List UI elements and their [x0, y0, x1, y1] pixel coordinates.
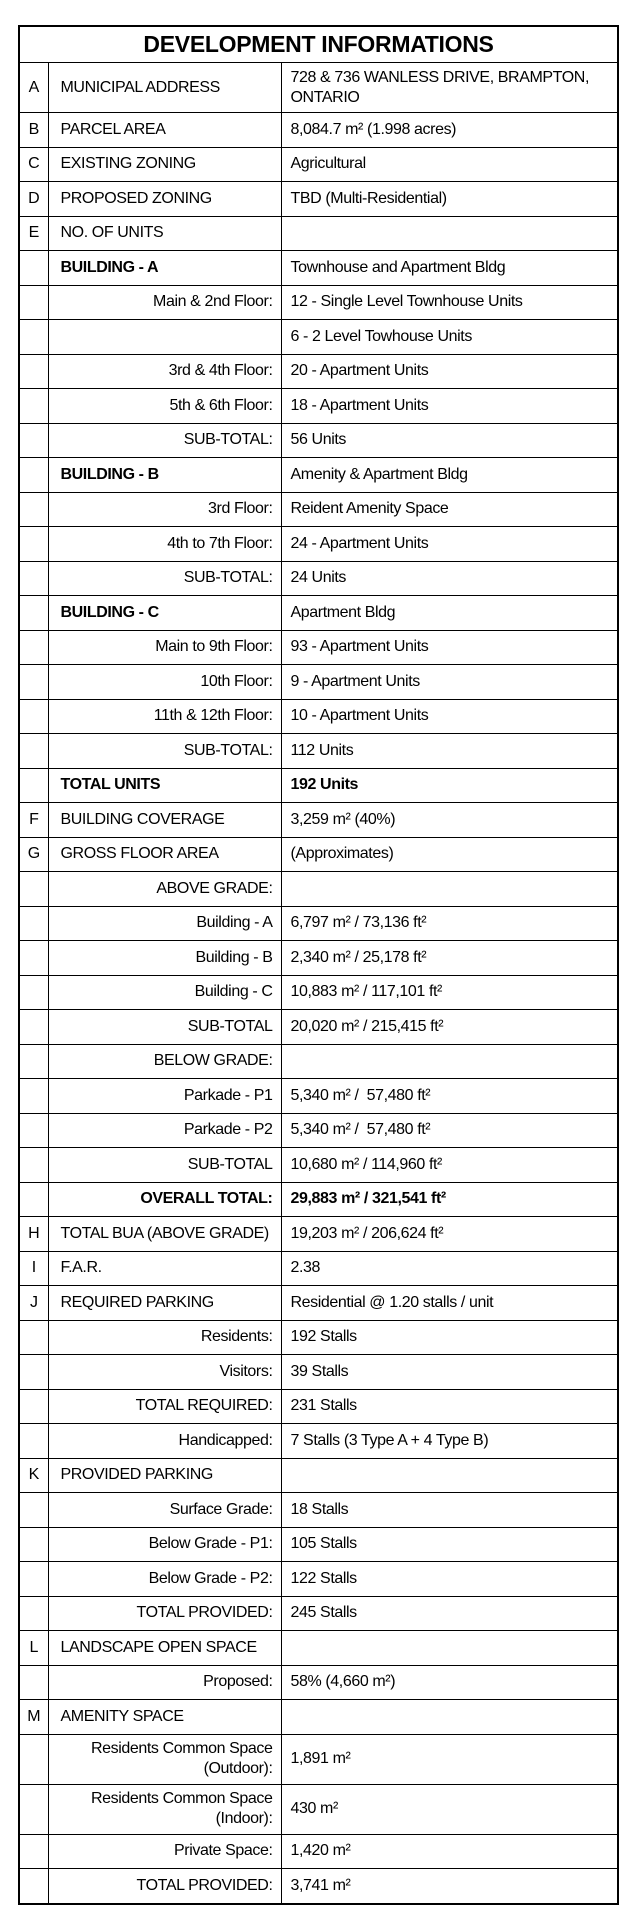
development-table-body	[19, 26, 618, 1904]
row-label-cell: Private Space:	[48, 1834, 281, 1869]
row-value-cell: 122 Stalls	[281, 1562, 618, 1597]
row-value-cell: 430 m²	[281, 1784, 618, 1834]
row-value-cell: 192 Units	[281, 768, 618, 803]
row-letter-cell	[19, 630, 48, 665]
row-label-cell: Main & 2nd Floor:	[48, 285, 281, 320]
row-label-cell: Residents:	[48, 1320, 281, 1355]
row-value-cell: 93 - Apartment Units	[281, 630, 618, 665]
row-label-cell: TOTAL UNITS	[48, 768, 281, 803]
row-label-cell: BUILDING - B	[48, 458, 281, 493]
title-row	[19, 26, 618, 63]
row-value-cell: 5,340 m² / 57,480 ft²	[281, 1079, 618, 1114]
table-row	[19, 1493, 618, 1528]
row-value-cell: (Approximates)	[281, 837, 618, 872]
row-value-cell: 9 - Apartment Units	[281, 665, 618, 700]
row-value-cell: Residential @ 1.20 stalls / unit	[281, 1286, 618, 1321]
row-label-cell	[48, 320, 281, 355]
row-letter-cell	[19, 561, 48, 596]
table-row	[19, 354, 618, 389]
row-value-cell: 7 Stalls (3 Type A + 4 Type B)	[281, 1424, 618, 1459]
row-letter-cell: H	[19, 1217, 48, 1252]
row-value-cell: 24 Units	[281, 561, 618, 596]
table-row	[19, 285, 618, 320]
row-letter-cell	[19, 1869, 48, 1904]
row-label-cell: TOTAL PROVIDED:	[48, 1869, 281, 1904]
row-letter-cell	[19, 1010, 48, 1045]
row-value-cell: 10,883 m² / 117,101 ft²	[281, 975, 618, 1010]
row-letter-cell	[19, 1044, 48, 1079]
table-row	[19, 596, 618, 631]
row-letter-cell	[19, 975, 48, 1010]
row-letter-cell	[19, 1562, 48, 1597]
row-letter-cell	[19, 354, 48, 389]
row-value-cell: Apartment Bldg	[281, 596, 618, 631]
development-informations-table	[18, 25, 619, 1905]
table-row	[19, 1734, 618, 1784]
table-row	[19, 1251, 618, 1286]
row-label-cell: SUB-TOTAL:	[48, 423, 281, 458]
row-label-cell: SUB-TOTAL	[48, 1148, 281, 1183]
table-row	[19, 1700, 618, 1735]
row-value-cell: 3,741 m²	[281, 1869, 618, 1904]
row-label-cell: Below Grade - P1:	[48, 1527, 281, 1562]
row-label-cell: Building - C	[48, 975, 281, 1010]
row-letter-cell: D	[19, 182, 48, 217]
row-label-cell: PROVIDED PARKING	[48, 1458, 281, 1493]
row-letter-cell	[19, 596, 48, 631]
row-value-cell: 58% (4,660 m²)	[281, 1665, 618, 1700]
row-label-cell: TOTAL BUA (ABOVE GRADE)	[48, 1217, 281, 1252]
row-label-cell: 10th Floor:	[48, 665, 281, 700]
table-row	[19, 1217, 618, 1252]
table-row	[19, 1286, 618, 1321]
row-label-cell: Visitors:	[48, 1355, 281, 1390]
table-row	[19, 1527, 618, 1562]
table-row	[19, 492, 618, 527]
row-label-cell: BUILDING - C	[48, 596, 281, 631]
row-label-cell: Below Grade - P2:	[48, 1562, 281, 1597]
row-letter-cell	[19, 251, 48, 286]
row-letter-cell	[19, 1355, 48, 1390]
table-row	[19, 872, 618, 907]
table-row	[19, 561, 618, 596]
row-value-cell: 6,797 m² / 73,136 ft²	[281, 906, 618, 941]
row-label-cell: OVERALL TOTAL:	[48, 1182, 281, 1217]
table-row	[19, 1458, 618, 1493]
row-label-cell: MUNICIPAL ADDRESS	[48, 63, 281, 113]
row-value-cell: 3,259 m² (40%)	[281, 803, 618, 838]
row-label-cell: Parkade - P1	[48, 1079, 281, 1114]
row-letter-cell: E	[19, 216, 48, 251]
table-row	[19, 389, 618, 424]
row-letter-cell	[19, 1182, 48, 1217]
table-title: DEVELOPMENT INFORMATIONS	[19, 26, 618, 63]
row-letter-cell: L	[19, 1631, 48, 1666]
table-row	[19, 1665, 618, 1700]
table-row	[19, 1784, 618, 1834]
row-label-cell: F.A.R.	[48, 1251, 281, 1286]
row-label-cell: PARCEL AREA	[48, 113, 281, 148]
table-row	[19, 458, 618, 493]
table-row	[19, 768, 618, 803]
table-row	[19, 837, 618, 872]
row-letter-cell	[19, 1389, 48, 1424]
row-value-cell: 231 Stalls	[281, 1389, 618, 1424]
row-letter-cell	[19, 768, 48, 803]
row-value-cell: 19,203 m² / 206,624 ft²	[281, 1217, 618, 1252]
row-label-cell: SUB-TOTAL:	[48, 734, 281, 769]
row-value-cell: 1,420 m²	[281, 1834, 618, 1869]
row-letter-cell	[19, 1424, 48, 1459]
table-row	[19, 423, 618, 458]
row-value-cell	[281, 872, 618, 907]
table-row	[19, 216, 618, 251]
table-row	[19, 941, 618, 976]
row-letter-cell	[19, 1079, 48, 1114]
row-letter-cell: G	[19, 837, 48, 872]
row-letter-cell: J	[19, 1286, 48, 1321]
row-value-cell: 105 Stalls	[281, 1527, 618, 1562]
row-label-cell: LANDSCAPE OPEN SPACE	[48, 1631, 281, 1666]
row-letter-cell	[19, 527, 48, 562]
row-value-cell	[281, 216, 618, 251]
row-label-cell: 3rd Floor:	[48, 492, 281, 527]
row-label-cell: 4th to 7th Floor:	[48, 527, 281, 562]
row-value-cell: 6 - 2 Level Towhouse Units	[281, 320, 618, 355]
row-letter-cell	[19, 941, 48, 976]
table-row	[19, 1044, 618, 1079]
row-letter-cell	[19, 492, 48, 527]
row-value-cell: 728 & 736 WANLESS DRIVE, BRAMPTON, ONTARIO	[281, 63, 618, 113]
row-value-cell: 245 Stalls	[281, 1596, 618, 1631]
row-letter-cell: A	[19, 63, 48, 113]
row-letter-cell: F	[19, 803, 48, 838]
table-row	[19, 665, 618, 700]
row-label-cell: SUB-TOTAL:	[48, 561, 281, 596]
row-label-cell: AMENITY SPACE	[48, 1700, 281, 1735]
table-row	[19, 1834, 618, 1869]
row-letter-cell	[19, 320, 48, 355]
table-row	[19, 1389, 618, 1424]
row-letter-cell	[19, 1527, 48, 1562]
table-row	[19, 182, 618, 217]
row-value-cell: 18 - Apartment Units	[281, 389, 618, 424]
row-label-cell: Proposed:	[48, 1665, 281, 1700]
row-value-cell: TBD (Multi-Residential)	[281, 182, 618, 217]
row-value-cell	[281, 1458, 618, 1493]
row-value-cell: Townhouse and Apartment Bldg	[281, 251, 618, 286]
row-label-cell: BELOW GRADE:	[48, 1044, 281, 1079]
table-row	[19, 1010, 618, 1045]
row-letter-cell	[19, 458, 48, 493]
row-label-cell: 11th & 12th Floor:	[48, 699, 281, 734]
row-letter-cell	[19, 1734, 48, 1784]
row-value-cell: 10 - Apartment Units	[281, 699, 618, 734]
row-value-cell: 10,680 m² / 114,960 ft²	[281, 1148, 618, 1183]
row-label-cell: PROPOSED ZONING	[48, 182, 281, 217]
row-value-cell: 56 Units	[281, 423, 618, 458]
table-row	[19, 147, 618, 182]
row-letter-cell	[19, 1113, 48, 1148]
row-label-cell: EXISTING ZONING	[48, 147, 281, 182]
row-value-cell: 112 Units	[281, 734, 618, 769]
row-value-cell: 18 Stalls	[281, 1493, 618, 1528]
table-row	[19, 803, 618, 838]
row-label-cell: Residents Common Space (Outdoor):	[48, 1734, 281, 1784]
row-value-cell: 29,883 m² / 321,541 ft²	[281, 1182, 618, 1217]
row-value-cell: 20 - Apartment Units	[281, 354, 618, 389]
table-row	[19, 1869, 618, 1904]
row-letter-cell	[19, 285, 48, 320]
row-letter-cell	[19, 1320, 48, 1355]
row-value-cell: 8,084.7 m² (1.998 acres)	[281, 113, 618, 148]
table-row	[19, 975, 618, 1010]
table-row	[19, 320, 618, 355]
row-letter-cell	[19, 734, 48, 769]
row-value-cell: 39 Stalls	[281, 1355, 618, 1390]
table-row	[19, 1631, 618, 1666]
row-letter-cell	[19, 665, 48, 700]
row-letter-cell: M	[19, 1700, 48, 1735]
row-value-cell: 192 Stalls	[281, 1320, 618, 1355]
row-letter-cell	[19, 423, 48, 458]
row-letter-cell	[19, 872, 48, 907]
row-label-cell: ABOVE GRADE:	[48, 872, 281, 907]
row-value-cell: Amenity & Apartment Bldg	[281, 458, 618, 493]
table-row	[19, 1182, 618, 1217]
table-row	[19, 527, 618, 562]
row-letter-cell: K	[19, 1458, 48, 1493]
row-letter-cell: C	[19, 147, 48, 182]
row-value-cell: 12 - Single Level Townhouse Units	[281, 285, 618, 320]
table-row	[19, 1596, 618, 1631]
row-label-cell: GROSS FLOOR AREA	[48, 837, 281, 872]
row-label-cell: SUB-TOTAL	[48, 1010, 281, 1045]
row-label-cell: Building - A	[48, 906, 281, 941]
row-label-cell: Surface Grade:	[48, 1493, 281, 1528]
row-value-cell: 2.38	[281, 1251, 618, 1286]
row-label-cell: TOTAL PROVIDED:	[48, 1596, 281, 1631]
table-row	[19, 1079, 618, 1114]
row-label-cell: BUILDING COVERAGE	[48, 803, 281, 838]
row-label-cell: NO. OF UNITS	[48, 216, 281, 251]
row-value-cell: 20,020 m² / 215,415 ft²	[281, 1010, 618, 1045]
row-label-cell: 5th & 6th Floor:	[48, 389, 281, 424]
row-letter-cell	[19, 1665, 48, 1700]
row-value-cell: Agricultural	[281, 147, 618, 182]
row-label-cell: Building - B	[48, 941, 281, 976]
row-letter-cell: I	[19, 1251, 48, 1286]
row-value-cell	[281, 1700, 618, 1735]
row-label-cell: TOTAL REQUIRED:	[48, 1389, 281, 1424]
table-row	[19, 63, 618, 113]
row-letter-cell	[19, 1596, 48, 1631]
table-row	[19, 1424, 618, 1459]
row-value-cell: 5,340 m² / 57,480 ft²	[281, 1113, 618, 1148]
row-value-cell	[281, 1044, 618, 1079]
table-row	[19, 699, 618, 734]
table-row	[19, 251, 618, 286]
table-row	[19, 1562, 618, 1597]
row-letter-cell	[19, 699, 48, 734]
row-label-cell: BUILDING - A	[48, 251, 281, 286]
row-label-cell: REQUIRED PARKING	[48, 1286, 281, 1321]
table-row	[19, 113, 618, 148]
table-row	[19, 1113, 618, 1148]
table-row	[19, 630, 618, 665]
row-value-cell: 24 - Apartment Units	[281, 527, 618, 562]
row-label-cell: Residents Common Space (Indoor):	[48, 1784, 281, 1834]
row-label-cell: 3rd & 4th Floor:	[48, 354, 281, 389]
row-value-cell	[281, 1631, 618, 1666]
table-row	[19, 1148, 618, 1183]
table-row	[19, 734, 618, 769]
row-letter-cell	[19, 1784, 48, 1834]
row-letter-cell	[19, 906, 48, 941]
row-value-cell: 1,891 m²	[281, 1734, 618, 1784]
table-row	[19, 1320, 618, 1355]
row-label-cell: Handicapped:	[48, 1424, 281, 1459]
row-value-cell: Reident Amenity Space	[281, 492, 618, 527]
row-value-cell: 2,340 m² / 25,178 ft²	[281, 941, 618, 976]
row-letter-cell	[19, 1834, 48, 1869]
table-row	[19, 906, 618, 941]
row-letter-cell: B	[19, 113, 48, 148]
row-label-cell: Parkade - P2	[48, 1113, 281, 1148]
table-row	[19, 1355, 618, 1390]
row-letter-cell	[19, 1493, 48, 1528]
row-letter-cell	[19, 389, 48, 424]
row-label-cell: Main to 9th Floor:	[48, 630, 281, 665]
row-letter-cell	[19, 1148, 48, 1183]
